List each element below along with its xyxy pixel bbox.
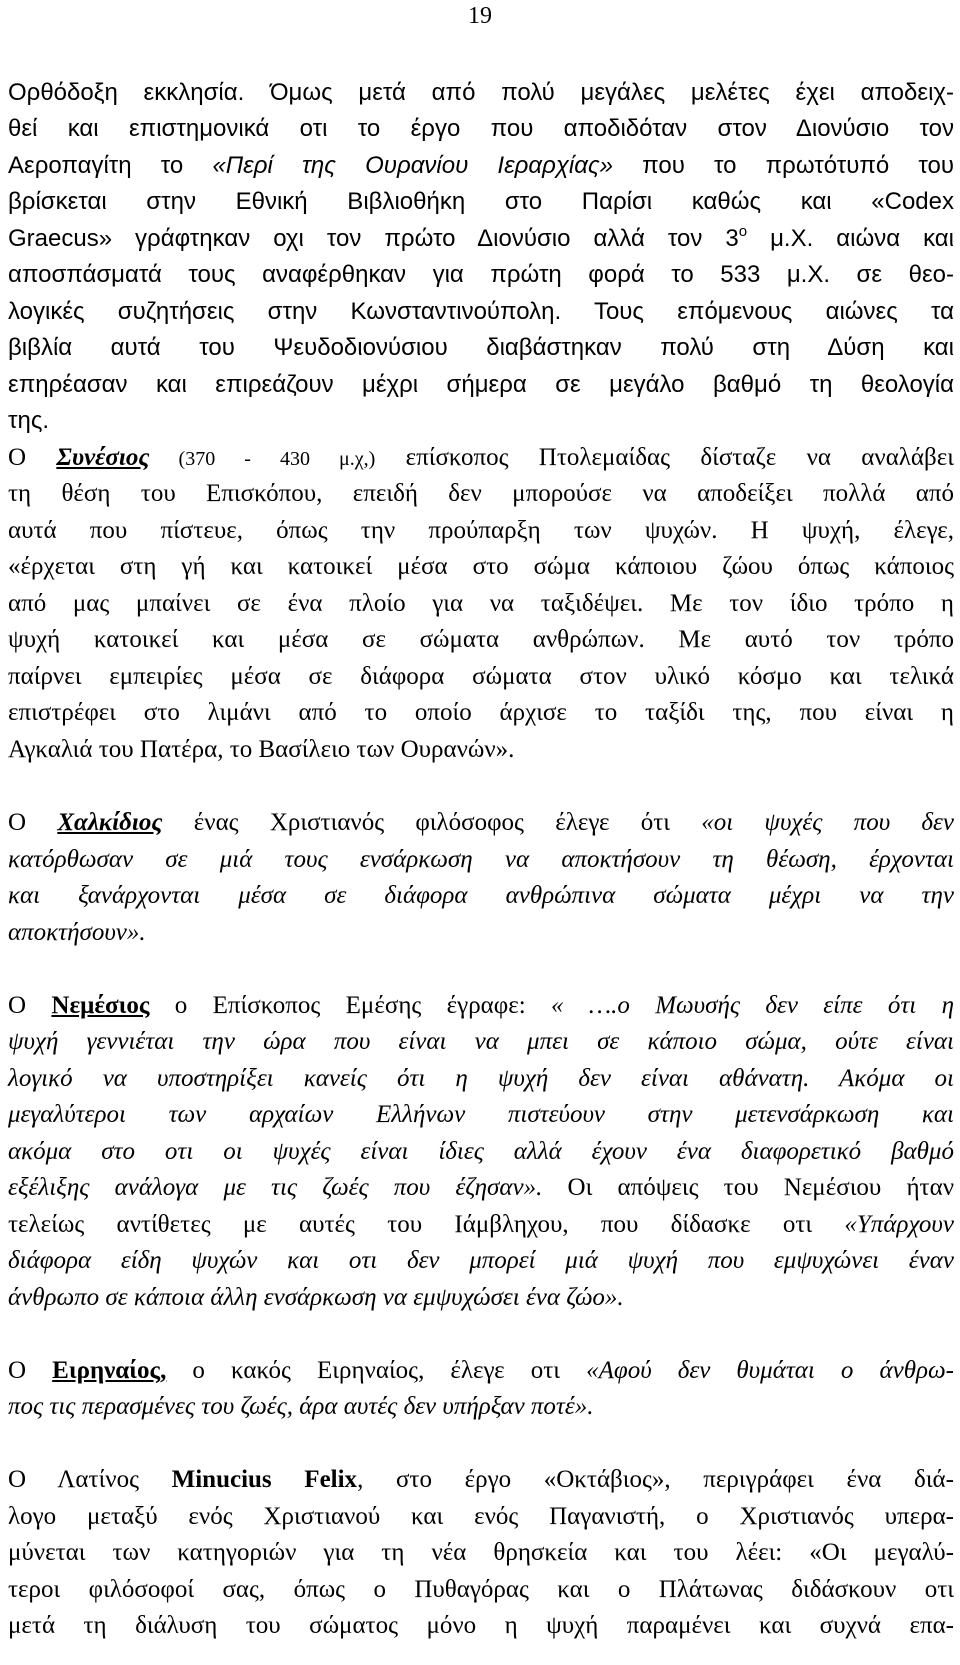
quote-text: « ….ο Μωυσής δεν είπε ότι η [551,992,954,1019]
p3-line [8,881,954,911]
p1-line: βρίσκεται στην Εθνική Βιβλιοθήκη στο Παρίσι καθώς και «Codex [8,188,954,215]
quote-text: λογικό να υποστηρίξει κανείς ότι η ψυχή δεν είναι αθάνατη. Ακόμα οι [8,1065,954,1092]
italic-title: «Περί της Ουρανίου Ιεραρχίας» [212,152,613,179]
dates: (370 - 430 μ.χ,) [149,448,376,470]
text-run: Οι απόψεις του Νεμέσιου ήταν [542,1174,954,1201]
text-run: ο Επίσκοπος Εμέσης έγραφε: [149,992,551,1019]
person-name: Νεμέσιος [51,992,150,1019]
p2-line: επιστρέφει στο λιμάνι από το οποίο άρχισε το ταξίδι της, που είναι η [8,699,954,726]
p2-line: από μας μπαίνει σε ένα πλοίο για να ταξιδέψει. Με τον ίδιο τρόπο η [8,590,954,617]
p1-line: θεί και επιστημονικά οτι το έργο που αποδιδόταν στον Διονύσιο τον [8,115,954,142]
p6-line [8,1465,954,1495]
p4-line [8,991,954,1021]
p1-line: επηρέασαν και επιρεάζουν μέχρι σήμερα σε μεγάλο βαθμό τη θεολογία [8,371,954,398]
p4-line [8,1027,954,1057]
p4-line [8,1210,954,1240]
quote-text: «Υπάρχουν [844,1211,954,1238]
text-run: Ο [8,1357,53,1384]
text-run: Ο [8,809,58,836]
text-run: ένας Χριστιανός φιλόσοφος έλεγε ότι [162,809,702,836]
text-run: ο κακός Ειρηναίος, έλεγε οτι [166,1357,587,1384]
person-name: Ειρηναίος, [52,1357,167,1384]
person-name-text: Χαλκίδιος [57,809,163,836]
quote-text: «Αφού δεν θυμάται ο άνθρω- [586,1357,954,1384]
quote-text: αποκτήσουν». [8,919,146,946]
p2-line: αυτά που πίστευε, όπως την πρoύπαρξη των ψυχών. Η ψυχή, έλεγε, [8,517,954,544]
quote-text: πος τις περασμένες του ζωές, άρα αυτές δεν υπήρξαν ποτέ». [8,1393,594,1420]
p2-line: παίρνει εμπειρίες μέσα σε διάφορα σώματα στον υλικό κόσμο και τελικά [8,663,954,690]
p2-line: ψυχή κατοικεί και μέσα σε σώματα ανθρώπων. Με αυτό τον τρόπο [8,626,954,653]
p3-line [8,845,954,875]
p1-line [8,151,954,181]
p4-line [8,1173,954,1203]
p2-line: Αγκαλιά του Πατέρα, το Βασίλειο των Ουρανών». [8,736,515,763]
text-run: Αεροπαγίτη το [8,152,213,179]
text-run: επίσκοπος Πτολεμαίδας δίσταζε να αναλάβει [375,444,954,471]
p6-line: λογο μεταξύ ενός Χριστιανού και ενός Παγανιστή, ο Χριστιανός υπερα- [8,1503,954,1530]
quote-text: άνθρωπο σε κάποια άλλη ενσάρκωση να εμψυχώσει ένα ζώο». [8,1284,624,1311]
person-name [57,809,162,836]
person-name: Minucius Felix [171,1466,358,1493]
quote-text: και ξανάρχονται μέσα σε διάφορα ανθρώπινα σώματα μέχρι να την [8,882,954,909]
p2-line: τη θέση του Επισκόπου, επειδή δεν μπορούσε να αποδείξει πολλά από [8,480,954,507]
quote-text: ψυχή γεννιέται την ώρα που είναι να μπει σε κάποιο σώμα, ούτε είναι [8,1028,954,1055]
p4-line [8,1246,954,1276]
p1-line: αποσπάσματά τους αναφέρθηκαν για πρώτη φορά το 533 μ.Χ. σε θεο- [8,261,954,288]
p6-line: μύνεται των κατηγοριών για τη νέα θρησκεία και του λέει: «Οι μεγαλύ- [8,1539,954,1566]
p2-line: «έρχεται στη γή και κατοικεί μέσα στο σώμα κάποιου ζώου όπως κάποιος [8,553,954,580]
p5-line [8,1356,954,1386]
text-run: Ο Λατίνος [8,1466,172,1493]
text-run: Ο [8,992,52,1019]
p6-line: τεροι φιλόσοφοί σας, όπως ο Πυθαγόρας και ο Πλάτωνας διδάσκουν οτι [8,1576,954,1603]
page-number: 19 [468,3,492,29]
p3-line [8,808,954,838]
p3-line [8,918,954,948]
p4-line [8,1283,954,1313]
p1-line [8,224,954,254]
quote-text: κατόρθωσαν σε μιά τους ενσάρκωση να αποκτήσουν τη θέωση, έρχονται [8,846,954,873]
quote-text: διάφορα είδη ψυχών και οτι δεν μπορεί μιά ψυχή που εμψυχώνει έναν [8,1247,954,1274]
quote-text: «οι ψυχές που δεν [701,809,954,836]
p4-line [8,1137,954,1167]
quote-text: εξέλιξης ανάλογα με τις ζωές που έζησαν». [8,1174,543,1201]
text-run: τελείως αντίθετες με αυτές του Ιάμβληχου, που δίδασκε οτι [8,1211,845,1238]
quote-text: μεγαλύτεροι των αρχαίων Ελλήνων πιστεύουν στην μετενσάρκωση και [8,1101,954,1128]
p4-line [8,1100,954,1130]
quote-text: ακόμα στο οτι οι ψυχές είναι ίδιες αλλά έχουν ένα διαφορετικό βαθμό [8,1138,954,1165]
ordinal-superscript: ο [738,223,748,240]
person-name [56,444,149,471]
person-name-text: Συνέσιος [56,444,150,471]
p1-line: λογικές συζητήσεις στην Κωνσταντινούπολη. Τους επόμενους αιώνες τα [8,298,954,325]
text-run: μ.Χ. αιώνα και [747,225,954,252]
text-run: Ο [8,444,57,471]
p1-line: της. [8,407,50,434]
p6-line: μετά τη διάλυση του σώματος μόνο η ψυχή παραμένει και συχνά επα- [8,1612,954,1639]
text-run: Graecus» γράφτηκαν οχι τον πρώτο Διονύσιο αλλά τον 3 [8,225,739,252]
p1-line: βιβλία αυτά του Ψευδοδιονύσιου διαβάστηκαν πολύ στη Δύση και [8,334,954,361]
p4-line [8,1064,954,1094]
p1-line: Ορθόδοξη εκκλησία. Όμως μετά από πολύ μεγάλες μελέτες έχει αποδειχ- [8,79,954,106]
p5-line [8,1392,954,1422]
text-run: , στο έργο «Οκτάβιος», περιγράφει ένα διά- [357,1466,954,1493]
text-run: που το πρωτότυπό του [612,152,955,179]
p2-line [8,443,954,474]
